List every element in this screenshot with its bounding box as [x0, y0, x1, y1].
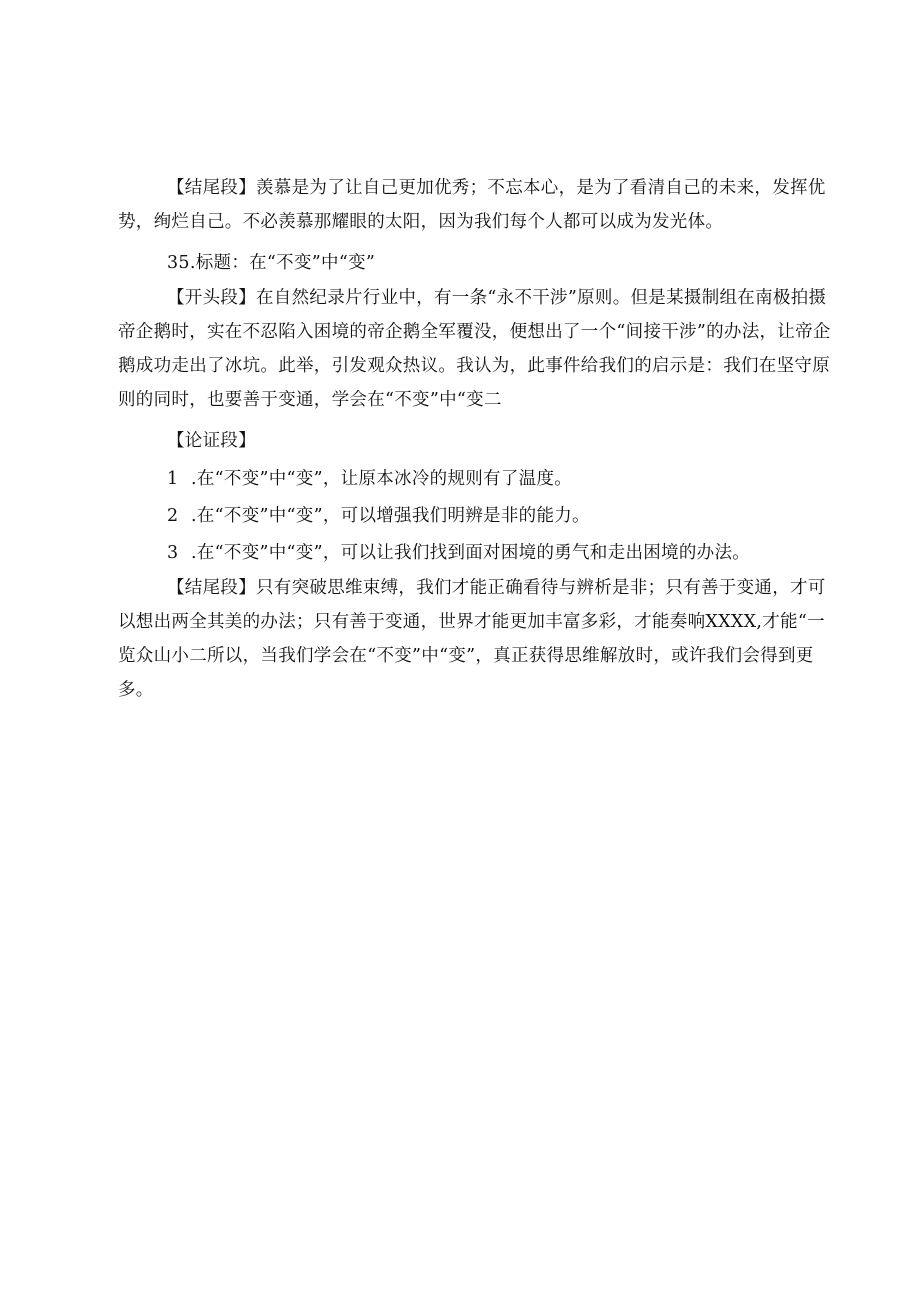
point-text: .在“不变”中“变”，可以增强我们明辨是非的能力。 — [191, 506, 590, 526]
argument-point-2 — [167, 499, 889, 533]
argument-point-3 — [167, 536, 889, 570]
point-text: .在“不变”中“变”，让原本冰冷的规则有了温度。 — [191, 469, 573, 489]
point-number: 2 — [167, 506, 179, 526]
conclusion-paragraph-1: 【结尾段】羡慕是为了让自己更加优秀；不忘本心，是为了看清自己的未来，发挥优势，绚烂自己。不必羡慕那耀眼的太阳，因为我们每个人都可以成为发光体。 — [118, 178, 826, 232]
conclusion-paragraph-2: 【结尾段】只有突破思维束缚，我们才能正确看待与辨析是非；只有善于变通，才可以想出两全其美的办法；只有善于变通，世界才能更加丰富多彩，才能奏响XXXX,才能“一览众山小二所以，当我们学会在“不变”中“变”，真正获得思维解放时，或许我们会得到更多。 — [118, 578, 826, 700]
point-text: .在“不变”中“变”，可以让我们找到面对困境的勇气和走出困境的办法。 — [191, 543, 751, 563]
argument-heading: 【论证段】 — [167, 431, 256, 451]
opening-paragraph: 【开头段】在自然纪录片行业中，有一条“永不干涉”原则。但是某摄制组在南极拍摄帝企鹅时，实在不忍陷入困境的帝企鹅全军覆没，便想出了一个“间接干涉”的办法，让帝企鹅成功走出了冰坑。此举，引发观众热议。我认为，此事件给我们的启示是：我们在坚守原则的同时，也要善于变通，学会在“不变”中“变二 — [118, 288, 831, 410]
point-number: 3 — [167, 543, 179, 563]
essay-title: 35.标题：在“不变”中“变” — [167, 253, 376, 273]
point-number: 1 — [167, 469, 179, 489]
argument-point-1 — [167, 462, 889, 496]
